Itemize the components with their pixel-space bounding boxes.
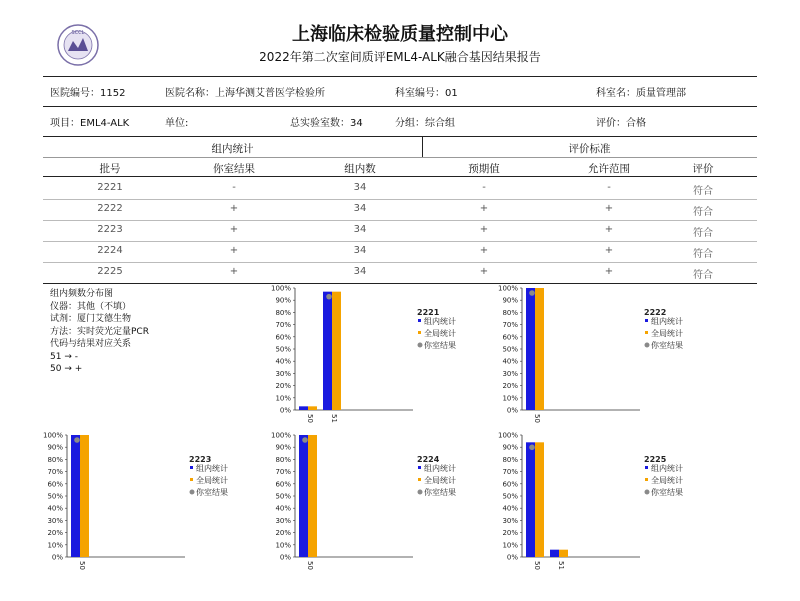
- row-group-count: 34: [353, 245, 367, 256]
- col-range: 允许范围: [588, 163, 630, 175]
- row-expected: +: [479, 203, 489, 214]
- row-your-result: +: [229, 266, 239, 277]
- y-tick-label: 10%: [502, 541, 518, 550]
- unit: 单位:: [165, 118, 189, 129]
- category-label: 50: [78, 561, 86, 570]
- bar-group-51: [323, 292, 332, 410]
- legend-swatch-mine: [645, 490, 650, 495]
- y-tick-label: 70%: [275, 468, 291, 477]
- y-tick-label: 90%: [275, 443, 291, 452]
- y-tick-label: 90%: [502, 443, 518, 452]
- y-tick-label: 10%: [47, 541, 63, 550]
- legend-swatch-mine: [418, 490, 423, 495]
- y-tick-label: 0%: [279, 553, 291, 562]
- legend-label-all: 全局统计: [651, 476, 683, 485]
- y-tick-label: 90%: [502, 296, 518, 305]
- y-tick-label: 90%: [275, 296, 291, 305]
- row-eval: 符合: [693, 249, 713, 260]
- row-divider: [43, 199, 757, 200]
- y-tick-label: 30%: [502, 516, 518, 525]
- y-tick-label: 60%: [47, 480, 63, 489]
- row-batch: 2224: [97, 245, 123, 256]
- y-tick-label: 40%: [502, 357, 518, 366]
- frequency-chart-2224: [260, 431, 513, 583]
- y-tick-label: 20%: [275, 382, 291, 391]
- hospital-id: 医院编号：1152: [50, 88, 126, 99]
- legend-swatch-group: [190, 466, 193, 469]
- row-expected: +: [479, 266, 489, 277]
- y-tick-label: 50%: [502, 345, 518, 354]
- y-tick-label: 70%: [275, 321, 291, 330]
- your-result-marker: [326, 294, 332, 300]
- y-tick-label: 50%: [47, 492, 63, 501]
- bar-group-50: [526, 442, 535, 557]
- row-group-count: 34: [353, 203, 367, 214]
- chart-svg: [487, 431, 740, 579]
- y-tick-label: 0%: [279, 406, 291, 415]
- bar-all-50: [308, 435, 317, 557]
- project: 项目：EML4-ALK: [50, 118, 130, 129]
- row-eval: 符合: [693, 228, 713, 239]
- row-range: +: [604, 224, 614, 235]
- row-your-result: -: [232, 182, 236, 193]
- note-line: 仪器：其他（不填）: [50, 301, 132, 312]
- row-range: +: [604, 203, 614, 214]
- row-eval: 符合: [693, 270, 713, 281]
- col-your-result: 你室结果: [213, 163, 255, 175]
- row-batch: 2222: [97, 203, 123, 214]
- y-tick-label: 10%: [502, 394, 518, 403]
- note-line: 代码与结果对应关系: [50, 339, 132, 349]
- y-tick-label: 0%: [506, 553, 518, 562]
- y-tick-label: 30%: [275, 369, 291, 378]
- legend-swatch-all: [418, 331, 421, 334]
- y-tick-label: 80%: [275, 455, 291, 464]
- legend-label-group: 组内统计: [651, 317, 683, 326]
- row-your-result: +: [229, 245, 239, 256]
- legend-label-mine: 你室结果: [651, 488, 683, 497]
- col-batch: 批号: [99, 163, 121, 175]
- y-tick-label: 60%: [275, 480, 291, 489]
- y-tick-label: 100%: [42, 431, 63, 440]
- legend-swatch-group: [418, 466, 421, 469]
- page-title: 上海临床检验质量控制中心: [292, 24, 508, 45]
- y-tick-label: 20%: [47, 529, 63, 538]
- legend-swatch-all: [645, 478, 648, 481]
- row-group-count: 34: [353, 182, 367, 193]
- bar-all-51: [559, 550, 568, 557]
- legend-label-mine: 你室结果: [424, 488, 456, 497]
- y-tick-label: 0%: [506, 406, 518, 415]
- criteria-header: 评价标准: [568, 143, 611, 155]
- row-your-result: +: [229, 203, 239, 214]
- row-expected: +: [479, 245, 489, 256]
- chart-svg: [260, 284, 513, 432]
- row-group-count: 34: [353, 224, 367, 235]
- frequency-chart-2221: [260, 284, 513, 436]
- y-tick-label: 50%: [502, 492, 518, 501]
- row-expected: -: [482, 182, 486, 193]
- bar-group-51: [550, 550, 559, 557]
- y-tick-label: 70%: [47, 468, 63, 477]
- y-tick-label: 40%: [275, 504, 291, 513]
- col-expected: 预期值: [468, 163, 500, 175]
- row-eval: 符合: [693, 207, 713, 218]
- y-tick-label: 40%: [502, 504, 518, 513]
- y-tick-label: 20%: [275, 529, 291, 538]
- legend-swatch-group: [645, 319, 648, 322]
- legend-label-group: 组内统计: [651, 464, 683, 473]
- y-tick-label: 30%: [502, 369, 518, 378]
- frequency-chart-2223: [32, 431, 285, 583]
- hospital-name: 医院名称：上海华测艾普医学检验所: [165, 88, 325, 99]
- bar-all-50: [308, 406, 317, 410]
- dept-id: 科室编号：01: [395, 88, 458, 99]
- row-range: +: [604, 245, 614, 256]
- bar-all-50: [535, 442, 544, 557]
- y-tick-label: 40%: [47, 504, 63, 513]
- chart-svg: [260, 431, 513, 579]
- legend-label-all: 全局统计: [651, 329, 683, 338]
- your-result-marker: [529, 445, 535, 451]
- y-tick-label: 80%: [502, 455, 518, 464]
- legend-label-group: 组内统计: [424, 464, 456, 473]
- category-label: 51: [557, 561, 565, 570]
- bar-group-50: [71, 435, 80, 557]
- y-tick-label: 60%: [502, 333, 518, 342]
- legend-label-mine: 你室结果: [424, 341, 456, 350]
- legend-label-group: 组内统计: [424, 317, 456, 326]
- row-range: -: [607, 182, 611, 193]
- your-result-marker: [529, 290, 535, 296]
- legend-swatch-mine: [418, 343, 423, 348]
- evaluation: 评价：合格: [596, 118, 646, 129]
- note-line: 方法：实时荧光定量PCR: [50, 326, 149, 337]
- row-divider: [43, 241, 757, 242]
- row-divider: [43, 220, 757, 221]
- row-range: +: [604, 266, 614, 277]
- bar-all-51: [332, 292, 341, 410]
- row-expected: +: [479, 224, 489, 235]
- y-tick-label: 60%: [275, 333, 291, 342]
- legend-swatch-mine: [645, 343, 650, 348]
- y-tick-label: 70%: [502, 468, 518, 477]
- chart-svg: [487, 284, 740, 432]
- category-label: 50: [306, 561, 314, 570]
- group-stats-header: 组内统计: [211, 143, 254, 155]
- y-tick-label: 100%: [270, 431, 291, 440]
- y-tick-label: 0%: [51, 553, 63, 562]
- chart-svg: [32, 431, 285, 579]
- legend-swatch-all: [190, 478, 193, 481]
- y-tick-label: 100%: [497, 284, 518, 293]
- bar-all-50: [535, 288, 544, 410]
- col-eval: 评价: [692, 163, 714, 175]
- dept-name: 科室名：质量管理部: [596, 88, 686, 99]
- group: 分组：综合组: [395, 118, 455, 129]
- y-tick-label: 20%: [502, 382, 518, 391]
- legend-label-all: 全局统计: [196, 476, 228, 485]
- y-tick-label: 100%: [497, 431, 518, 440]
- legend-swatch-all: [418, 478, 421, 481]
- legend-label-mine: 你室结果: [651, 341, 683, 350]
- row-batch: 2223: [97, 224, 123, 235]
- legend-title: 2225: [644, 455, 667, 464]
- y-tick-label: 50%: [275, 492, 291, 501]
- svg-text:SCCL: SCCL: [71, 30, 85, 36]
- y-tick-label: 30%: [275, 516, 291, 525]
- legend-label-group: 组内统计: [196, 464, 228, 473]
- row-your-result: +: [229, 224, 239, 235]
- row-batch: 2225: [97, 266, 123, 277]
- legend-title: 2221: [417, 308, 440, 317]
- row-batch: 2221: [97, 182, 123, 193]
- report-subtitle: 2022年第二次室间质评EML4-ALK融合基因结果报告: [259, 50, 541, 64]
- your-result-marker: [302, 437, 308, 443]
- bar-group-50: [526, 288, 535, 410]
- bar-group-50: [299, 435, 308, 557]
- note-line: 51 → -: [50, 351, 78, 362]
- row-group-count: 34: [353, 266, 367, 277]
- category-label: 50: [306, 414, 314, 423]
- legend-title: 2222: [644, 308, 667, 317]
- note-line: 组内频数分布图: [50, 289, 114, 299]
- row-divider: [43, 262, 757, 263]
- y-tick-label: 40%: [275, 357, 291, 366]
- y-tick-label: 60%: [502, 480, 518, 489]
- y-tick-label: 100%: [270, 284, 291, 293]
- category-label: 51: [330, 414, 338, 423]
- col-group-count: 组内数: [344, 163, 376, 175]
- legend-label-all: 全局统计: [424, 329, 456, 338]
- y-tick-label: 10%: [275, 541, 291, 550]
- row-eval: 符合: [693, 186, 713, 197]
- total-labs: 总实验室数：34: [290, 118, 363, 129]
- legend-title: 2223: [189, 455, 212, 464]
- frequency-chart-2222: [487, 284, 740, 436]
- y-tick-label: 90%: [47, 443, 63, 452]
- legend-title: 2224: [417, 455, 440, 464]
- bar-group-50: [299, 406, 308, 410]
- legend-swatch-mine: [190, 490, 195, 495]
- y-tick-label: 20%: [502, 529, 518, 538]
- category-label: 50: [533, 561, 541, 570]
- note-line: 试剂：厦门艾德生物: [50, 314, 132, 324]
- category-label: 50: [533, 414, 541, 423]
- y-tick-label: 30%: [47, 516, 63, 525]
- legend-label-mine: 你室结果: [196, 488, 228, 497]
- y-tick-label: 10%: [275, 394, 291, 403]
- your-result-marker: [74, 437, 80, 443]
- y-tick-label: 50%: [275, 345, 291, 354]
- legend-label-all: 全局统计: [424, 476, 456, 485]
- bar-all-50: [80, 435, 89, 557]
- y-tick-label: 80%: [502, 308, 518, 317]
- legend-swatch-group: [645, 466, 648, 469]
- y-tick-label: 70%: [502, 321, 518, 330]
- note-line: 50 → +: [50, 364, 83, 374]
- y-tick-label: 80%: [275, 308, 291, 317]
- y-tick-label: 80%: [47, 455, 63, 464]
- legend-swatch-all: [645, 331, 648, 334]
- legend-swatch-group: [418, 319, 421, 322]
- frequency-chart-2225: [487, 431, 740, 583]
